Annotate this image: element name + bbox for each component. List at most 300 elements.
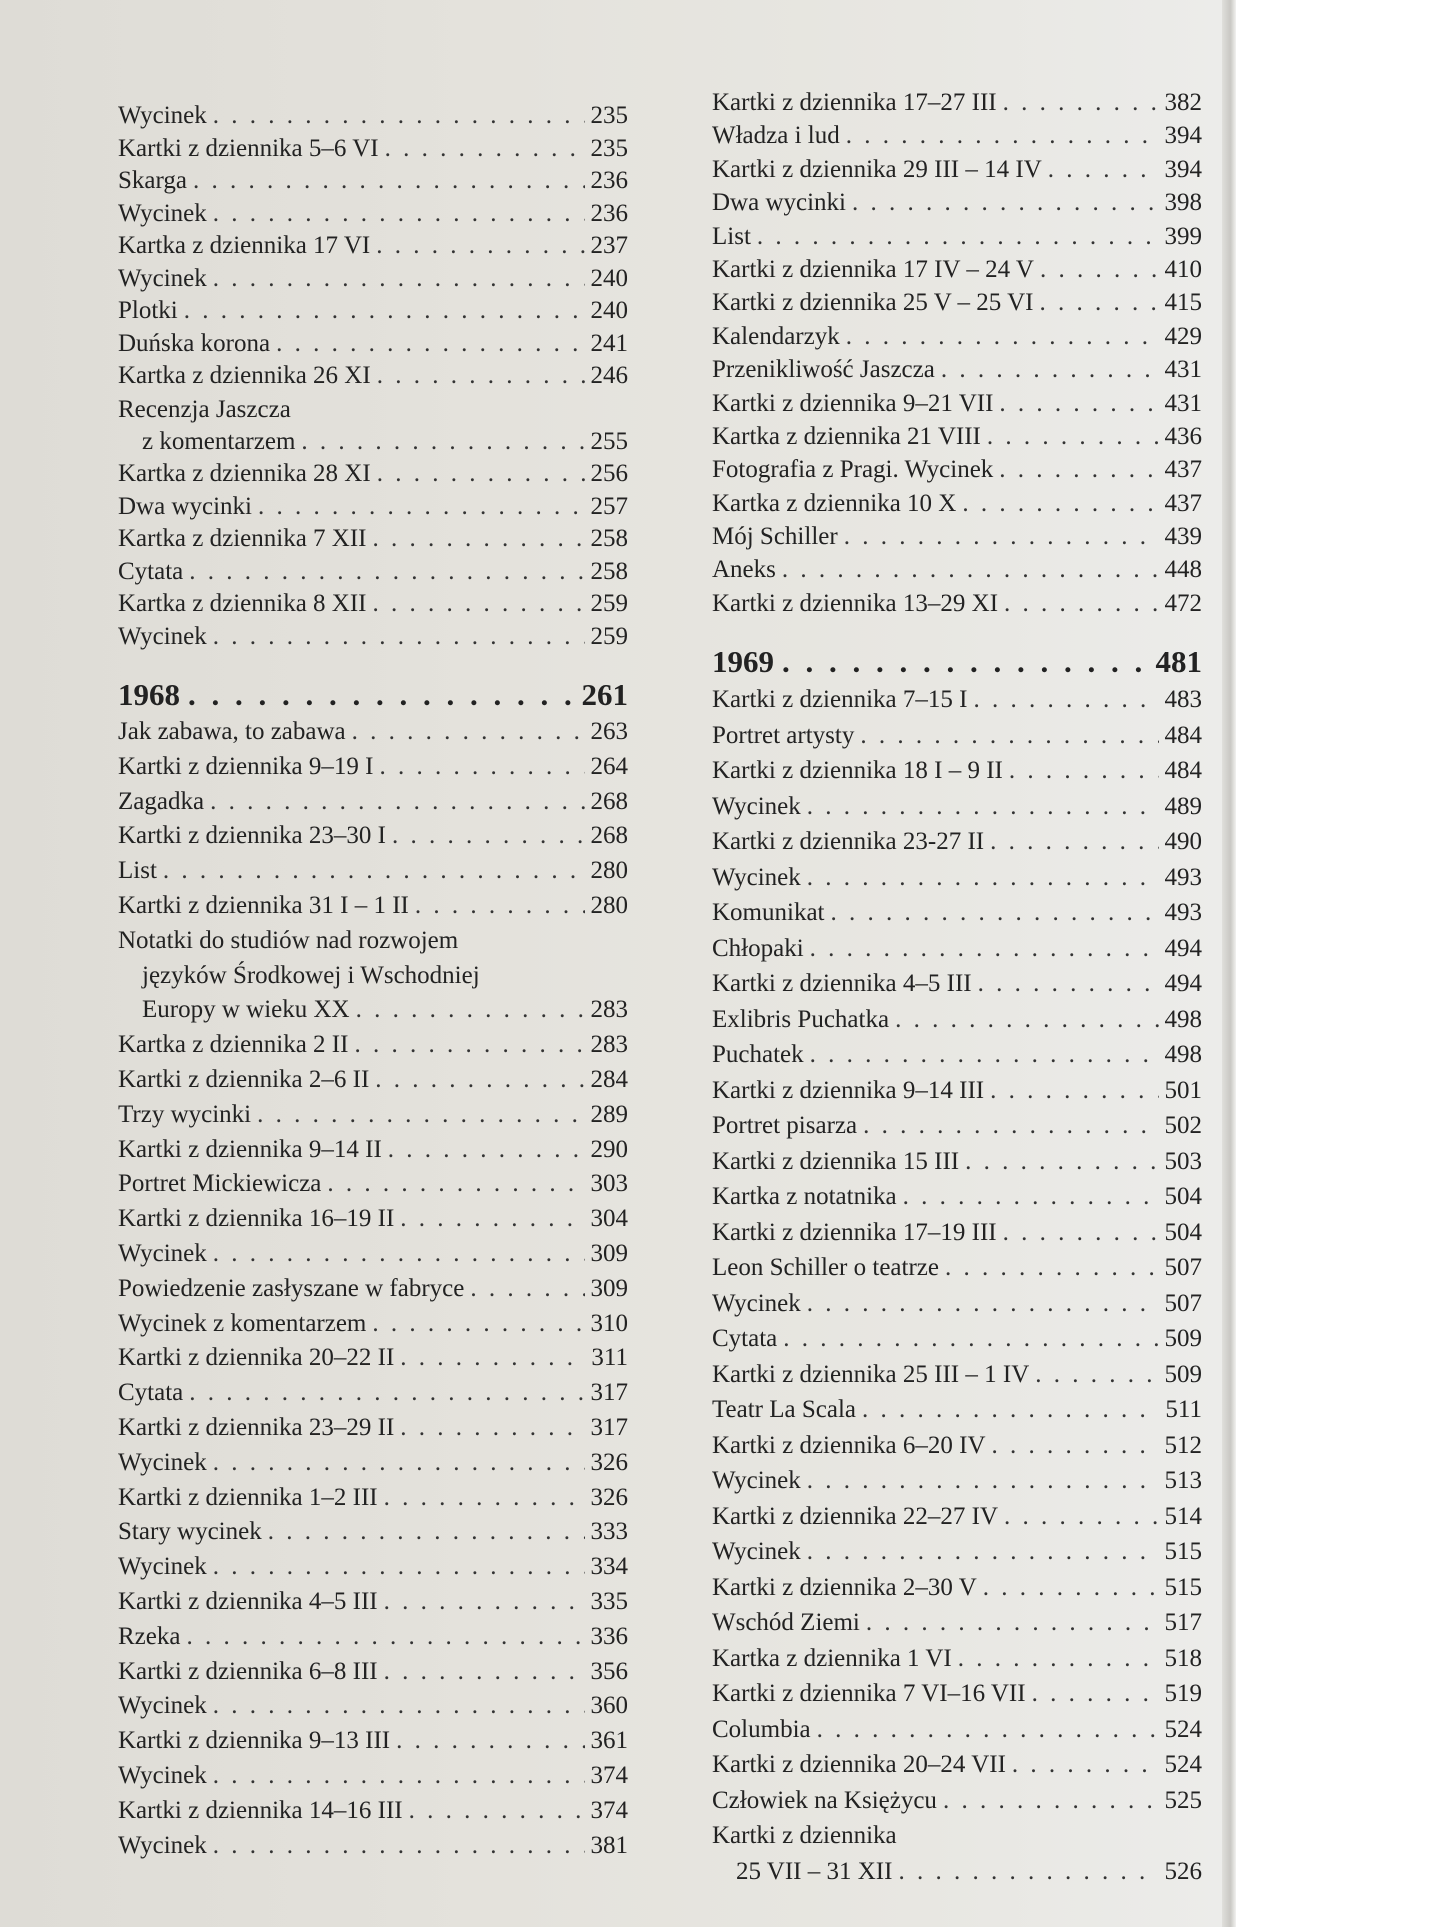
dot-leader (958, 1641, 1159, 1677)
dot-leader (1012, 1747, 1159, 1783)
toc-entry (118, 1724, 628, 1759)
dot-leader (163, 854, 585, 889)
dot-leader (396, 1724, 584, 1759)
toc-entry-page: 415 (1164, 289, 1202, 317)
toc-entry-title: Kartki z dziennika 14–16 III (118, 1796, 403, 1824)
toc-entry (712, 520, 1202, 553)
dot-leader (978, 966, 1159, 1002)
toc-entry-title: Kartki z dziennika 20–24 VII (712, 1751, 1006, 1779)
toc-entry-title: Kartki z dziennika 23–30 I (118, 822, 386, 850)
toc-entry-page: 509 (1164, 1325, 1202, 1353)
toc-entry-page: 317 (590, 1379, 628, 1407)
toc-entry-title: Kartka z dziennika 17 VI (118, 232, 371, 259)
toc-entry (712, 353, 1202, 386)
dot-leader (1009, 753, 1159, 789)
toc-entry-title: Kartki z dziennika 13–29 XI (712, 589, 999, 617)
toc-entry (118, 621, 628, 654)
dot-leader (213, 100, 585, 133)
toc-entry-title: Wycinek (118, 1239, 207, 1267)
toc-entry-title: Kartki z dziennika 6–8 III (118, 1657, 378, 1685)
toc-entry-page: 493 (1164, 863, 1202, 891)
dot-leader (213, 1829, 585, 1864)
toc-entry-title: Portret artysty (712, 721, 855, 749)
toc-entry (712, 1463, 1202, 1499)
toc-entry-page: 448 (1164, 556, 1202, 584)
toc-entry-title: Kartki z dziennika 5–6 VI (118, 134, 379, 162)
toc-entry-title: Kartki z dziennika 4–5 III (118, 1587, 378, 1615)
year-page: 261 (581, 677, 628, 712)
dot-leader (377, 458, 585, 491)
toc-entry-title: Kartki z dziennika 23-27 II (712, 828, 985, 856)
toc-entry (118, 198, 628, 231)
dot-leader (373, 588, 585, 621)
dot-leader (415, 889, 585, 924)
toc-entry (712, 1428, 1202, 1464)
toc-entry-page: 241 (590, 329, 628, 357)
toc-entry-title: Kartka z dziennika 26 XI (118, 362, 371, 389)
toc-entry-title: Kartki z dziennika 20–22 II (118, 1344, 395, 1372)
dot-leader (895, 1002, 1158, 1038)
toc-entry-page: 498 (1164, 1005, 1202, 1033)
toc-entry-page: 257 (590, 492, 628, 520)
toc-entry-page: 258 (590, 557, 628, 585)
dot-leader (987, 420, 1159, 453)
toc-entry-title: Cytata (118, 557, 184, 585)
toc-entry-title: Kartki z dziennika 17 IV – 24 V (712, 255, 1034, 283)
toc-entry-title: Władza i lud (712, 122, 840, 150)
toc-entry (118, 1028, 628, 1063)
toc-entry-title: Kartki z dziennika 16–19 II (118, 1205, 395, 1233)
toc-entry-title: Columbia (712, 1715, 811, 1743)
toc-entry-title: Wycinek (118, 199, 207, 227)
dot-leader (862, 1392, 1159, 1428)
toc-entry (712, 895, 1202, 931)
dot-leader (213, 1550, 585, 1585)
toc-entry-page: 310 (590, 1309, 628, 1337)
dot-leader (385, 133, 585, 166)
dot-leader (990, 824, 1158, 860)
toc-entry-page: 431 (1164, 389, 1202, 417)
toc-entry-title: Chłopaki (712, 934, 804, 962)
toc-entry-page: 398 (1164, 189, 1202, 217)
toc-entry-title: Zagadka (118, 787, 205, 815)
toc-entry-page: 515 (1164, 1538, 1202, 1566)
dot-leader (992, 1428, 1159, 1464)
dot-leader (807, 789, 1159, 825)
toc-entry-title: Kartki z dziennika 15 III (712, 1147, 960, 1175)
dot-leader (388, 1133, 585, 1168)
toc-entry-page: 290 (590, 1135, 628, 1163)
toc-entry (118, 1794, 628, 1829)
toc-entry (712, 966, 1202, 1002)
dot-leader (384, 1481, 585, 1516)
toc-entry-page: 284 (590, 1065, 628, 1093)
toc-entry-page: 304 (590, 1205, 628, 1233)
toc-entry-title: Kartki z dziennika 4–5 III (712, 970, 972, 998)
toc-entry (118, 1689, 628, 1724)
toc-entry-page: 264 (590, 752, 628, 780)
toc-entry-page: 259 (590, 622, 628, 650)
toc-entry (118, 1446, 628, 1481)
toc-entry-page: 280 (590, 857, 628, 885)
toc-entry-page: 436 (1164, 422, 1202, 450)
toc-entry (118, 295, 628, 328)
toc-entry-page: 410 (1164, 255, 1202, 283)
toc-entry-page: 518 (1164, 1644, 1202, 1672)
toc-entry (118, 1550, 628, 1585)
toc-entry-page: 236 (590, 167, 628, 194)
toc-entry (712, 1534, 1202, 1570)
toc-entry-page: 356 (590, 1657, 628, 1685)
dot-leader (470, 1272, 584, 1307)
toc-entry-page: 519 (1164, 1680, 1202, 1708)
toc-entry-title: Kartki z dziennika 29 III – 14 IV (712, 155, 1042, 183)
dot-leader (973, 682, 1158, 718)
toc-entry-page: 382 (1164, 89, 1202, 116)
toc-entry (118, 1411, 628, 1446)
toc-entry-title: Kartki z dziennika 23–29 II (118, 1413, 395, 1441)
dot-leader (354, 1028, 584, 1063)
dot-leader (860, 718, 1158, 754)
toc-entry-page: 493 (1164, 899, 1202, 927)
toc-entry-page: 335 (590, 1587, 628, 1615)
dot-leader (356, 993, 585, 1028)
toc-entry (118, 993, 628, 1028)
toc-entry-title: Człowiek na Księżycu (712, 1786, 937, 1814)
toc-entry (118, 556, 628, 589)
toc-entry-title: Kartki z dziennika 9–19 I (118, 752, 374, 780)
toc-entry-title: Kartki z dziennika 17–19 III (712, 1218, 997, 1246)
toc-entry (712, 753, 1202, 789)
toc-entry-page: 437 (1164, 489, 1202, 517)
toc-entry-title: Wycinek z komentarzem (118, 1309, 367, 1337)
toc-section (118, 1028, 628, 1863)
toc-entry-title: Kartka z dziennika 1 VI (712, 1644, 952, 1672)
toc-entry-page: 309 (590, 1239, 628, 1267)
toc-entry (118, 1515, 628, 1550)
toc-entry (712, 1392, 1202, 1428)
toc-entry (118, 1585, 628, 1620)
toc-entry-page: 326 (590, 1483, 628, 1511)
toc-entry-title: Europy w wieku XX (142, 996, 350, 1024)
toc-entry-title: Komunikat (712, 899, 825, 927)
toc-entry-title: Leon Schiller o teatrze (712, 1254, 939, 1282)
toc-entry-title: Portret Mickiewicza (118, 1170, 322, 1198)
toc-entry-page: 489 (1164, 792, 1202, 820)
dot-leader (844, 520, 1159, 553)
toc-entry-title: Kartka z dziennika 10 X (712, 489, 957, 517)
toc-entry-title: Portret pisarza (712, 1112, 858, 1140)
toc-entry-title: Kartka z dziennika 21 VIII (712, 422, 981, 450)
toc-entry-page: 303 (590, 1170, 628, 1198)
toc-entry-multiline (118, 924, 628, 1028)
toc-section (118, 458, 628, 653)
toc-entry-page: 394 (1164, 122, 1202, 150)
year-title: 1969 (712, 644, 774, 680)
toc-entry (712, 1854, 1202, 1890)
toc-entry-title: Dwa wycinki (712, 189, 846, 217)
toc-year-heading (118, 675, 628, 715)
toc-entry-title: Teatr La Scala (712, 1396, 856, 1424)
toc-entry (118, 458, 628, 491)
toc-entry-title: Dwa wycinki (118, 492, 252, 520)
toc-entry-page: 501 (1164, 1076, 1202, 1104)
toc-entry-page: 525 (1164, 1786, 1202, 1814)
dot-leader (990, 1073, 1158, 1109)
dot-leader (213, 1446, 585, 1481)
toc-entry-title: języków Środkowej i Wschodniej (142, 961, 480, 989)
toc-entry (118, 165, 628, 198)
toc-entry (118, 1829, 628, 1864)
toc-entry (118, 1307, 628, 1342)
dot-leader (943, 1783, 1159, 1819)
dot-leader (384, 1585, 585, 1620)
toc-entry (712, 553, 1202, 586)
dot-leader (831, 895, 1159, 931)
toc-entry (118, 889, 628, 924)
toc-entry-title: Wycinek (712, 1538, 801, 1566)
toc-entry-page: 399 (1164, 222, 1202, 250)
toc-entry-page: 507 (1164, 1254, 1202, 1282)
dot-leader (193, 165, 585, 198)
toc-entry-page: 268 (590, 822, 628, 850)
dot-leader (1004, 587, 1158, 620)
toc-entry-title: Kartki z dziennika 1–2 III (118, 1483, 378, 1511)
toc-entry (712, 1073, 1202, 1109)
toc-entry-page: 326 (590, 1448, 628, 1476)
toc-entry-page: 283 (590, 1031, 628, 1059)
toc-entry-page: 494 (1164, 934, 1202, 962)
dot-leader (213, 621, 585, 654)
dot-leader (258, 491, 585, 524)
toc-entry-page: 494 (1164, 970, 1202, 998)
toc-entry (712, 487, 1202, 520)
dot-leader (817, 1712, 1159, 1748)
toc-entry-title: Kartki z dziennika 7–15 I (712, 686, 968, 714)
toc-entry-page: 517 (1164, 1609, 1202, 1637)
toc-entry-page: 515 (1164, 1573, 1202, 1601)
dot-leader (352, 715, 585, 750)
toc-entry (118, 819, 628, 854)
toc-entry-page: 394 (1164, 155, 1202, 183)
dot-leader (852, 186, 1159, 219)
toc-entry (712, 1108, 1202, 1144)
dot-leader (400, 1341, 585, 1376)
toc-entry-title: Wycinek (118, 264, 207, 292)
toc-entry-page: 512 (1164, 1431, 1202, 1459)
toc-entry-page: 333 (590, 1518, 628, 1546)
toc-entry-title: Wycinek (712, 1467, 801, 1495)
toc-entry (712, 1605, 1202, 1641)
toc-entry-title: Notatki do studiów nad rozwojem (118, 926, 459, 954)
toc-entry (712, 1037, 1202, 1073)
toc-entry-title: Kartki z dziennika 25 III – 1 IV (712, 1360, 1030, 1388)
toc-entry-page: 360 (590, 1692, 628, 1720)
dot-leader (757, 220, 1159, 253)
toc-entry-page: 472 (1164, 589, 1202, 617)
toc-entry (712, 1179, 1202, 1215)
dot-leader (965, 1144, 1158, 1180)
toc-entry-page: 490 (1164, 828, 1202, 856)
toc-entry-title: Powiedzenie zasłyszane w fabryce (118, 1274, 465, 1302)
toc-entry-title: List (712, 222, 751, 250)
toc-entry (712, 253, 1202, 286)
toc-entry (118, 1237, 628, 1272)
dot-leader (807, 1534, 1159, 1570)
toc-entry (118, 133, 628, 166)
dot-leader (1040, 253, 1159, 286)
toc-entry (118, 1133, 628, 1168)
toc-entry (118, 588, 628, 621)
toc-entry (712, 119, 1202, 152)
toc-entry (712, 718, 1202, 754)
dot-leader (807, 1286, 1159, 1322)
toc-entry (118, 230, 628, 263)
toc-entry (712, 1144, 1202, 1180)
toc-entry-page: 502 (1164, 1112, 1202, 1140)
toc-entry (712, 931, 1202, 967)
toc-column-right (712, 86, 1202, 1889)
dot-leader (377, 360, 585, 393)
dot-leader (213, 198, 585, 231)
toc-entry-page: 483 (1164, 686, 1202, 714)
toc-entry-title: Wycinek (712, 792, 801, 820)
toc-entry-page: 526 (1164, 1857, 1202, 1885)
toc-entry-page: 309 (590, 1274, 628, 1302)
toc-entry-page: 336 (590, 1622, 628, 1650)
toc-entry (712, 1499, 1202, 1535)
toc-entry-page: 361 (590, 1727, 628, 1755)
dot-leader (898, 1854, 1158, 1890)
toc-entry-page: 439 (1164, 523, 1202, 551)
toc-entry-title: Exlibris Puchatka (712, 1005, 890, 1033)
toc-entry-title: Wycinek (118, 1553, 207, 1581)
toc-entry (712, 1783, 1202, 1819)
toc-entry (118, 328, 628, 361)
toc-entry-page: 259 (590, 590, 628, 617)
dot-leader (213, 1759, 585, 1794)
dot-leader (327, 1167, 584, 1202)
toc-section (118, 100, 628, 393)
toc-entry (118, 750, 628, 785)
dot-leader (903, 1179, 1159, 1215)
toc-entry (712, 1570, 1202, 1606)
toc-entry-title: Kartki z dziennika 22–27 IV (712, 1502, 999, 1530)
toc-entry-title: Kartka z notatnika (712, 1183, 897, 1211)
toc-entry-title: Wycinek (118, 102, 207, 129)
toc-entry-title: Duńska korona (118, 329, 271, 357)
toc-entry-title: Kartki z dziennika 9–14 II (118, 1135, 382, 1163)
toc-entry-page: 484 (1164, 721, 1202, 749)
dot-leader (188, 675, 574, 715)
toc-entry-title: Kartki z dziennika 18 I – 9 II (712, 757, 1003, 785)
toc-entry-page: 503 (1164, 1147, 1202, 1175)
toc-entry-title: Cytata (712, 1325, 778, 1353)
toc-entry-page: 280 (590, 891, 628, 919)
dot-leader (846, 119, 1159, 152)
dot-leader (962, 487, 1158, 520)
toc-entry-title: Wschód Ziemi (712, 1609, 860, 1637)
toc-year-heading (712, 642, 1202, 682)
toc-entry-page: 374 (590, 1761, 628, 1789)
toc-entry-title: Rzeka (118, 1622, 181, 1650)
toc-entry-title: Puchatek (712, 1041, 804, 1069)
toc-entry-page: 484 (1164, 757, 1202, 785)
toc-entry (712, 286, 1202, 319)
toc-entry (118, 1655, 628, 1690)
toc-entry-page: 235 (590, 134, 628, 162)
toc-entry-title: Wycinek (118, 1831, 207, 1859)
toc-entry (118, 1098, 628, 1133)
toc-entry (712, 1676, 1202, 1712)
dot-leader (189, 1376, 584, 1411)
dot-leader (866, 1605, 1159, 1641)
toc-entry (712, 682, 1202, 718)
dot-leader (1048, 153, 1159, 186)
toc-entry (118, 426, 628, 459)
toc-entry-page: 374 (590, 1796, 628, 1824)
toc-entry-title: Kartki z dziennika 9–13 III (118, 1727, 391, 1755)
dot-leader (863, 1108, 1158, 1144)
page-edge (1222, 0, 1236, 1927)
toc-entry-page: 258 (590, 525, 628, 552)
dot-leader (276, 328, 584, 361)
toc-entry-title: Stary wycinek (118, 1518, 262, 1546)
dot-leader (213, 1237, 585, 1272)
toc-entry (712, 789, 1202, 825)
toc-entry (712, 1250, 1202, 1286)
toc-entry-page: 437 (1164, 456, 1202, 484)
dot-leader (1035, 1357, 1158, 1393)
dot-leader (941, 353, 1159, 386)
toc-entry-multiline (712, 1818, 1202, 1889)
dot-leader (268, 1515, 585, 1550)
dot-leader (807, 1463, 1159, 1499)
dot-leader (257, 1098, 584, 1133)
toc-entry-page: 311 (591, 1344, 628, 1372)
toc-entry (712, 1321, 1202, 1357)
toc-entry (118, 1376, 628, 1411)
toc-entry (118, 1063, 628, 1098)
toc-entry-page: 256 (590, 460, 628, 487)
toc-entry (712, 1747, 1202, 1783)
toc-entry (118, 715, 628, 750)
dot-leader (409, 1794, 585, 1829)
dot-leader (213, 1689, 585, 1724)
dot-leader (782, 642, 1148, 682)
dot-leader (999, 387, 1158, 420)
dot-leader (945, 1250, 1159, 1286)
toc-entry (712, 1641, 1202, 1677)
toc-entry (118, 785, 628, 820)
toc-entry-title: Wycinek (118, 1692, 207, 1720)
toc-entry (712, 1215, 1202, 1251)
toc-entry-title: Kalendarzyk (712, 322, 840, 350)
dot-leader (189, 556, 584, 589)
toc-entry-title: 25 VII – 31 XII (736, 1857, 893, 1885)
toc-entry (118, 1167, 628, 1202)
toc-entry-page: 431 (1164, 356, 1202, 384)
toc-entry-page: 268 (590, 787, 628, 815)
toc-entry (118, 1620, 628, 1655)
dot-leader (810, 1037, 1159, 1073)
dot-leader (301, 426, 584, 459)
toc-entry-title: Recenzja Jaszcza (118, 395, 291, 423)
toc-entry-title: Wycinek (118, 1761, 207, 1789)
toc-entry-title: Kartki z dziennika 7 VI–16 VII (712, 1680, 1026, 1708)
toc-entry-title: Kartki z dziennika 2–6 II (118, 1065, 370, 1093)
toc-entry-title: Kartki z dziennika (712, 1822, 897, 1850)
